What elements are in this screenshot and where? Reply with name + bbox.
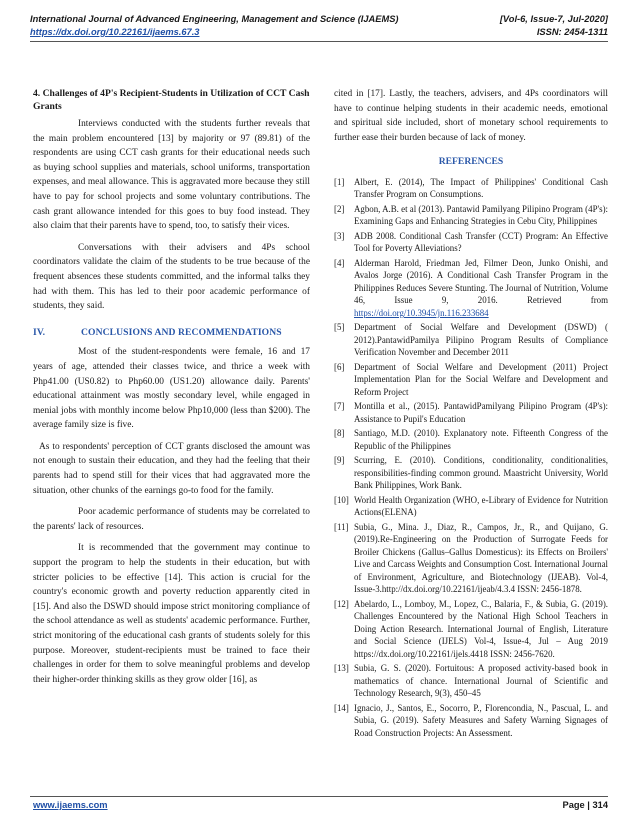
ref-text: Albert, E. (2014), The Impact of Philippines' Conditional Cash Transfer Program on Consumptions. — [354, 176, 608, 200]
website-link[interactable]: www.ijaems.com — [33, 800, 108, 810]
ref-number: [9] — [334, 455, 345, 466]
page-number: Page | 314 — [562, 800, 608, 810]
ref-doi-link[interactable]: https://doi.org/10.3945/jn.116.233684 — [354, 307, 489, 318]
reference-item — [334, 494, 608, 519]
ref-text: ADB 2008. Conditional Cash Transfer (CCT) Program: An Effective Tool for Poverty Alleviations? — [354, 230, 608, 254]
page-header — [30, 13, 608, 39]
reference-item — [334, 230, 608, 255]
ref-number: [6] — [334, 361, 345, 372]
ref-text: Subia, G., Mina. J., Diaz, R., Campos, Jr., R., and Quijano, G. (2019).Re-Engineering on the Production of Surrogate Feeds for Broiler Chickens (Gallus–Gallus Domesticus): its Effects on Broilers' Live and Carcass Weights and Consumption Cost. International Journal of Environment, Agriculture, and Biotechnology (IJEAB). Vol-4, Issue-3.http://dx.doi.org/10.22161/ijeab/4.3.4 ISSN: 2456-1878. — [354, 521, 608, 595]
reference-item — [334, 521, 608, 596]
ref-text: Subia, G. S. (2020). Fortuitous: A proposed activity-based book in mathematics of chance. International Journal of Scientific and Technology Research, 9(3), 450–45 — [354, 663, 608, 699]
left-column — [33, 87, 310, 694]
section-iv-heading — [33, 326, 310, 341]
reference-item — [334, 662, 608, 700]
paragraph: As to respondents' perception of CCT grants disclosed the amount was not enough to sustain their education, and they had the feeling that their parents had to spend still for their vices that had aggravated more the situation, other chunks of the earnings go-to food for the family. — [33, 441, 310, 496]
ref-number: [12] — [334, 598, 349, 609]
ref-text: Department of Social Welfare and Development (DSWD) ( 2012).PantawidPamilya Pilipino Program Results of Compliance Verification November and December 2011 — [354, 322, 608, 358]
ref-number: [5] — [334, 322, 345, 333]
ref-text: World Health Organization (WHO, e-Library of Evidence for Nutrition Actions(ELENA) — [354, 494, 608, 518]
reference-item — [334, 361, 608, 399]
reference-item — [334, 400, 608, 425]
ref-number: [7] — [334, 401, 345, 412]
paragraph: Conversations with their advisers and 4Ps school coordinators validate the claim of the students to be true because of the frequent absences these students committed, and the informal talks they had with them. This has led to their poor academic performance of students, they said. — [33, 242, 310, 312]
section-title: CONCLUSIONS AND RECOMMENDATIONS — [81, 326, 282, 338]
reference-item — [334, 176, 608, 201]
ref-number: [3] — [334, 230, 345, 241]
journal-title: International Journal of Advanced Engineering, Management and Science (IJAEMS) — [30, 14, 399, 24]
ref-number: [10] — [334, 494, 349, 505]
ref-number: [2] — [334, 203, 345, 214]
page-footer — [33, 800, 608, 810]
ref-number: [13] — [334, 663, 349, 674]
ref-text: Ignacio, J., Santos, E., Socorro, P., Florencondia, N., Pascual, L. and Subia, G. (2019). Safety Measures and Safety Warning Signages of Road Construction Projects: An Assessment. — [354, 702, 608, 738]
reference-item — [334, 702, 608, 740]
reference-item — [334, 257, 608, 320]
paragraph: Most of the student-respondents were female, 16 and 17 years of age, attended their classes twice, and thrice a week with Php41.00 (US0.82) to Php60.00 (US1.20) allowance daily. Parents' educational attainment was mostly secondary level, while engaged in menial jobs with monthly income below Php10,000 (less than $200). The average family size is five. — [33, 347, 310, 431]
reference-item — [334, 427, 608, 452]
right-column — [334, 87, 608, 741]
ref-number: [1] — [334, 176, 345, 187]
reference-item — [334, 321, 608, 359]
references-heading: REFERENCES — [438, 156, 504, 168]
section-4-heading: 4. Challenges of 4P's Recipient-Students in Utilization of CCT Cash Grants — [33, 88, 310, 112]
ref-number: [14] — [334, 702, 349, 713]
ref-number: [11] — [334, 521, 349, 532]
ref-text: Scurring, E. (2010). Conditions, conditionality, conditionalities, responsibilities-finding common ground. Maastricht University, World Bank Philippines, Work Bank. — [354, 455, 608, 491]
issn: ISSN: 2454-1311 — [536, 27, 608, 37]
paragraph: Poor academic performance of students may be correlated to the parents' lack of resources. — [33, 507, 310, 532]
ref-text: Montilla et al., (2015). PantawidPamilyang Pilipino Program (4P's): Assistance to Pupil's Education — [354, 401, 608, 424]
paragraph: cited in [17]. Lastly, the teachers, advisers, and 4Ps coordinators will have to continue helping students in their academic needs, emotional and spiritual side included, short of monetary school requirements to further ease their burden because of lack of money. — [334, 89, 608, 143]
ref-body: Alderman Harold, Friedman Jed, Filmer Deon, Junko Onishi, and Avalos Jorge (2016). A Conditional Cash Transfer Program in the Philippines Reduces Severe Stunting. The Journal of Nutrition, Volume 46, Issue 9, 2016. Retrieved from — [354, 257, 608, 306]
volume-info: [Vol-6, Issue-7, Jul-2020] — [499, 14, 608, 24]
ref-text — [354, 257, 608, 320]
reference-item — [334, 598, 608, 661]
footer-divider — [30, 796, 608, 797]
ref-text: Abelardo, L., Lomboy, M., Lopez, C., Balaria, F., & Subia, G. (2019). Challenges Encountered by the National High School Teachers in Doing Action Research. International Journal of English, Literature and Social Science (IJELS) Vol-4, Issue-4, Jul – Aug 2019 https://dx.doi.org/10.22161/ijels.4418 ISSN: 2456-7620. — [354, 598, 608, 659]
ref-text: Department of Social Welfare and Development (2011) Project Implementation Plan for the Social Welfare and Development and Reform Project — [354, 361, 608, 397]
references-list — [334, 176, 608, 740]
reference-item — [334, 454, 608, 492]
paragraph: It is recommended that the government may continue to support the program to help the students in their education, but with stricter policies to be effective [14]. This action is crucial for the country's economic growth and poverty reduction apparently cited in [15]. And also the DSWD should impose strict monitoring compliance of the school attendance as well as students' academic performance. Further, strict monitoring of the educational cash grants of students solely for this purpose. Moreover, student-recipients must be trained to face their challenges in order for them to solve meaningful problems and develop their higher-order thinking skills as they grow older [16], as — [33, 543, 310, 685]
reference-item — [334, 203, 608, 228]
paragraph: Interviews conducted with the students further reveals that the main problem encountered [13] by majority or 97 (89.81) of the respondents are using CCT cash grants for their educational needs such as buying school supplies and materials, school uniforms, transportation expenses, and meal allowance. This is aggravated more because they still have to pay for school projects and some voluntary contributions. The cash grant allowance intended for this goes to buy food instead. They also claim that their parents have to spend, too, to satisfy their vices. — [33, 119, 310, 232]
ref-text: Santiago, M.D. (2010). Explanatory note. Fifteenth Congress of the Republic of the Philippines — [354, 428, 608, 451]
section-number: IV. — [33, 326, 46, 338]
ref-number: [4] — [334, 257, 345, 268]
ref-text: Agbon, A.B. et al (2013). Pantawid Pamilyang Pilipino Program (4P's): Examining Gaps and Enhancing Strategies in Cebu City, Philippines — [354, 203, 608, 227]
ref-number: [8] — [334, 428, 345, 439]
header-divider — [30, 41, 608, 42]
doi-link[interactable]: https://dx.doi.org/10.22161/ijaems.67.3 — [30, 27, 200, 37]
